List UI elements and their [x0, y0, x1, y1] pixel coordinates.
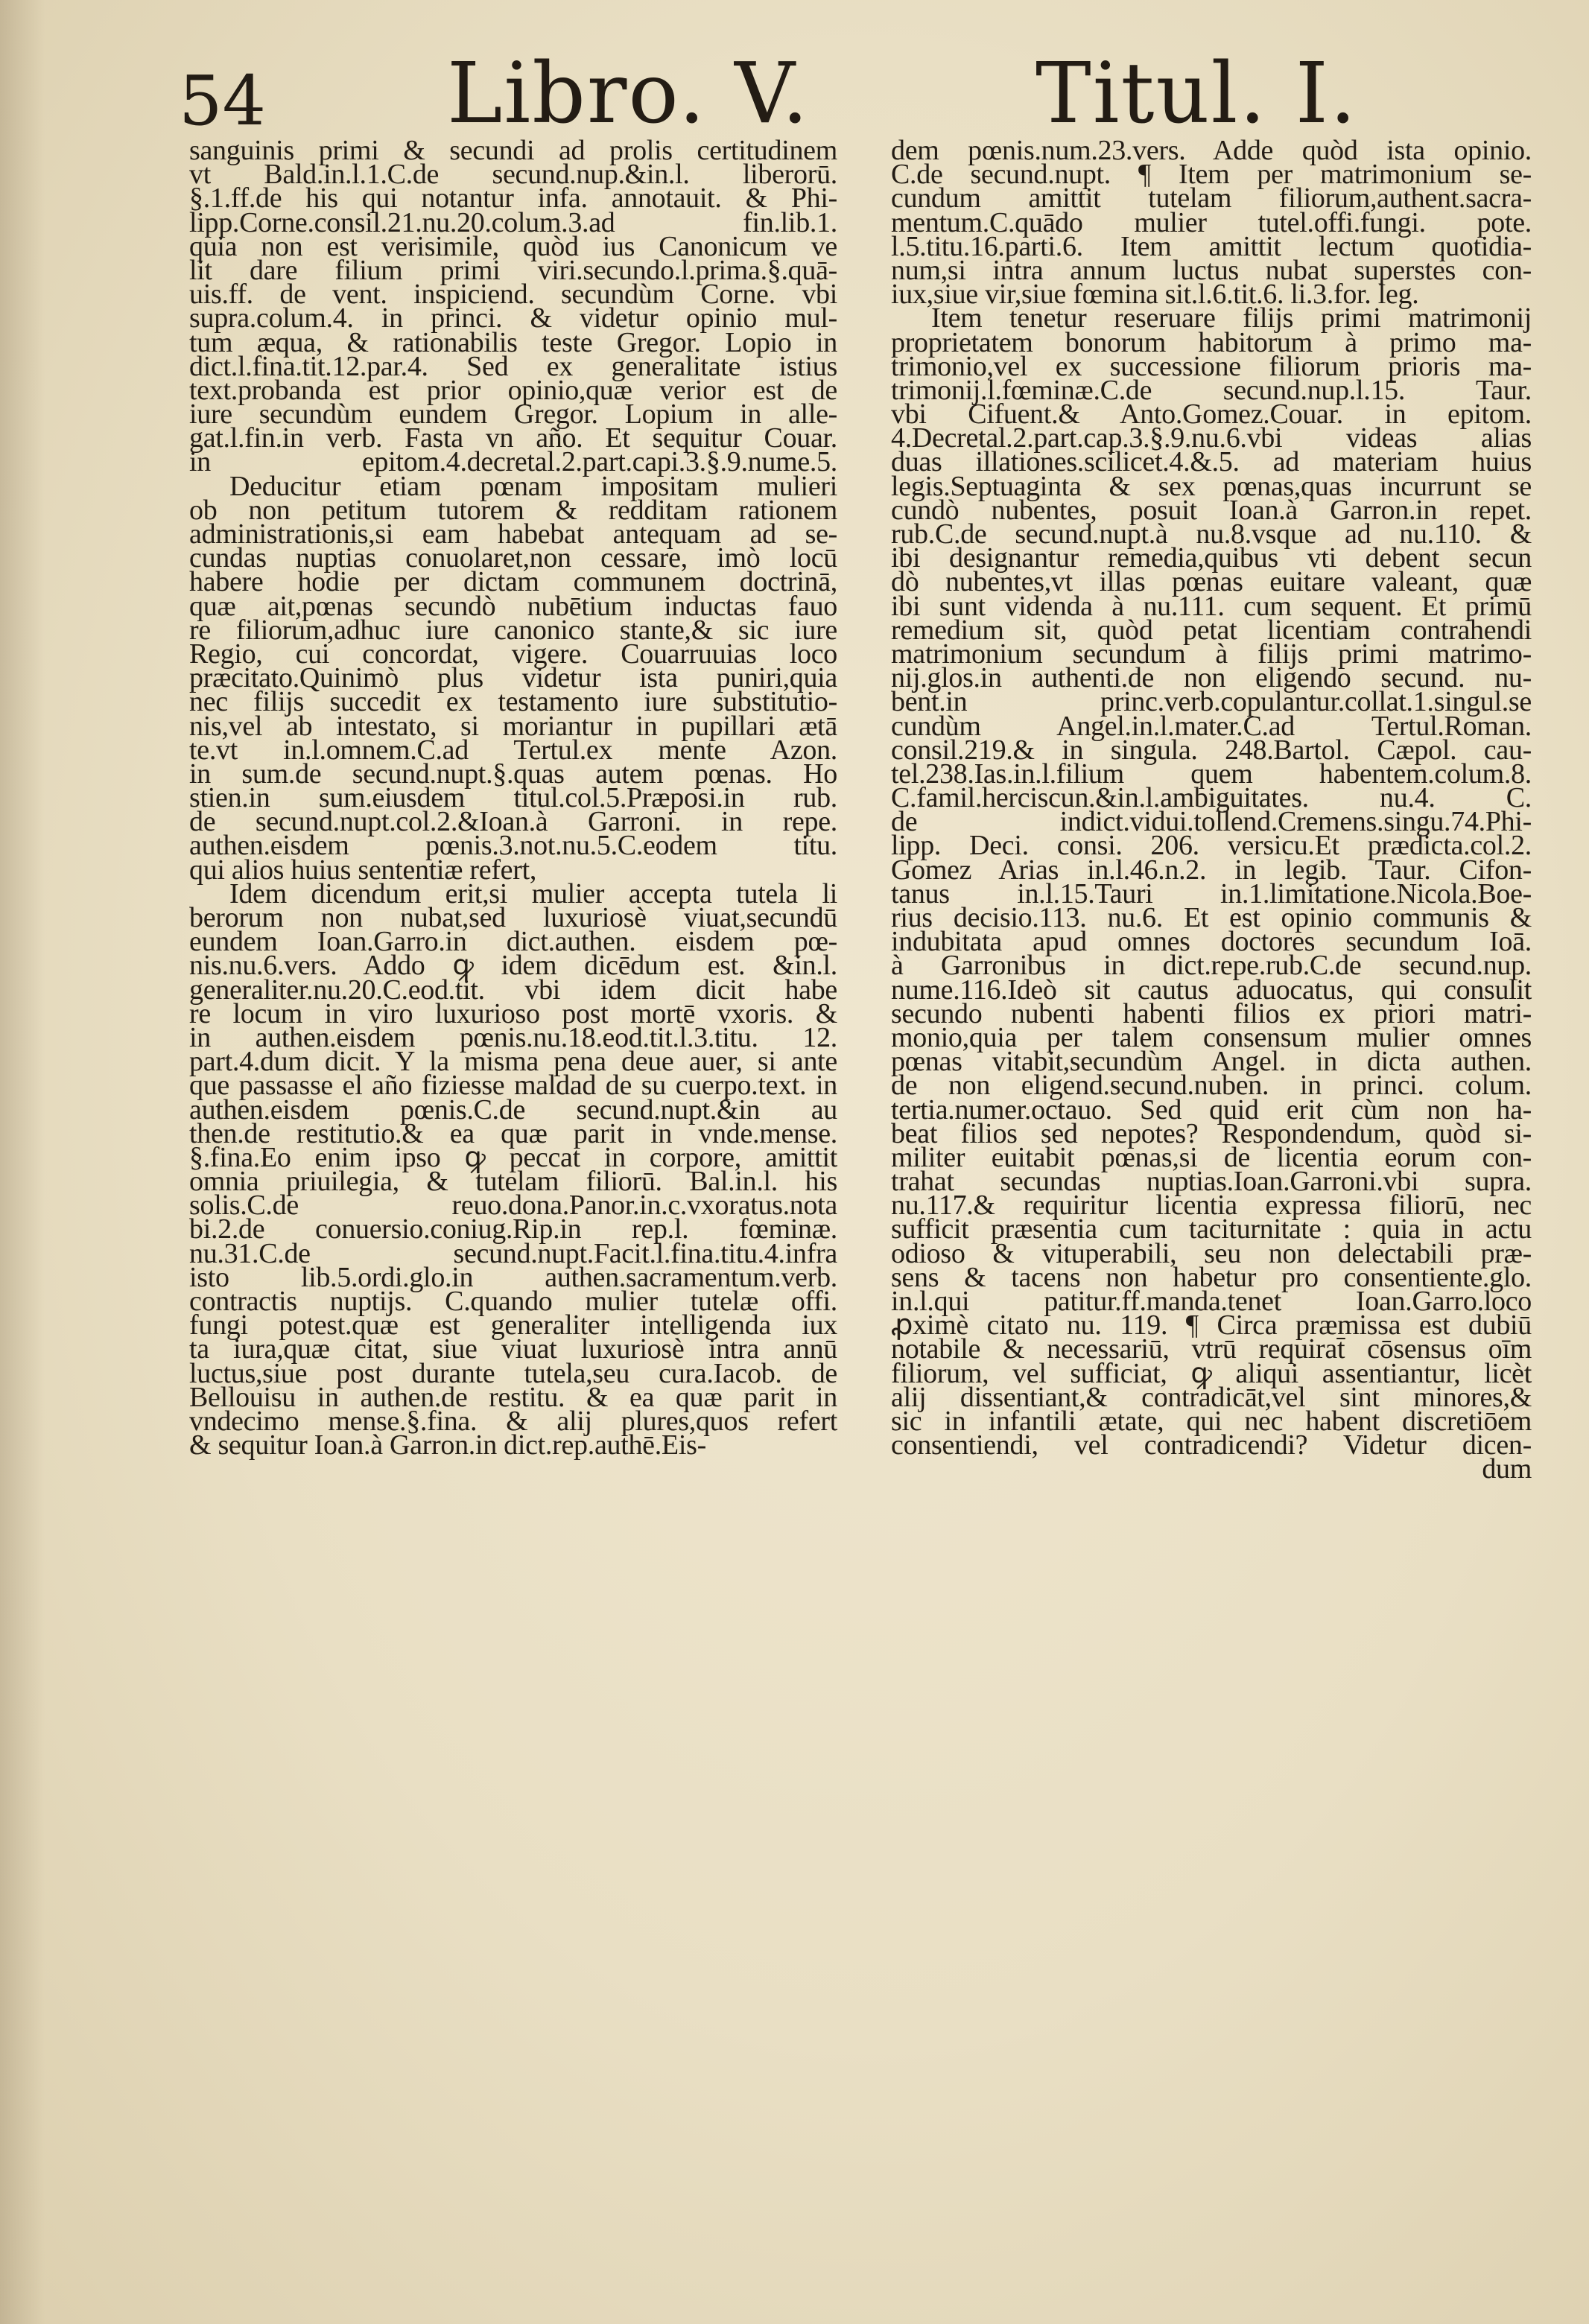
text-line: nu.31.C.de secund.nupt.Facit.l.fina.titu.4.infra — [189, 1237, 837, 1269]
text-line: dem pœnis.num.23.vers. Adde quòd ista opinio. — [891, 135, 1532, 166]
text-line: tanus in.l.15.Tauri in.1.limitatione.Nicola.Boe- — [891, 877, 1532, 909]
text-line: filiorum, vel sufficiat, ꝙ aliqui assentiantur, licèt — [891, 1357, 1532, 1389]
text-line: vbi Cifuent.& Anto.Gomez.Couar. in epitom. — [891, 399, 1532, 431]
text-line: §.fina.Eo enim ipso ꝙ peccat in corpore, amittit — [189, 1141, 837, 1173]
text-line: C.de secund.nupt. ¶ Item per matrimonium se- — [891, 159, 1532, 191]
text-line: à Garronibus in dict.repe.rub.C.de secund.nup. — [891, 950, 1532, 982]
text-line: & sequitur Ioan.à Garron.in dict.rep.authē.Eis- — [189, 1429, 706, 1461]
text-line: nis.nu.6.vers. Addo ꝙ idem dicēdum est. &in.l. — [189, 950, 837, 982]
text-line: stien.in sum.eiusdem titul.col.5.Præposi.in rub. — [189, 782, 837, 814]
text-line: Item tenetur reseruare filijs primi matrimonij — [931, 302, 1532, 334]
text-line: duas illationes.scilicet.4.&.5. ad materiam huius — [891, 446, 1532, 478]
text-line: tum æqua, & rationabilis teste Gregor. Lopio in — [189, 326, 837, 358]
text-line: re locum in viro luxurioso post mortē vxoris. & — [189, 997, 837, 1029]
text-line: part.4.dum dicit. Y la misma pena deue auer, si ante — [189, 1046, 837, 1078]
text-line: monio,quia per talem consensum mulier omnes — [891, 1021, 1532, 1053]
text-line: remedium sit, quòd petat licentiam contrahendi — [891, 614, 1532, 646]
text-line: dict.l.fina.tit.12.par.4. Sed ex generalitate istius — [189, 350, 837, 382]
text-line: authen.eisdem pœnis.C.de secund.nupt.&in au — [189, 1093, 837, 1126]
text-line: uis.ff. de vent. inspiciend. secundùm Corne. vbi — [189, 279, 837, 311]
book-heading: Libro. V. — [447, 45, 810, 142]
text-line: authen.eisdem pœnis.3.not.nu.5.C.eodem titu. — [189, 830, 837, 862]
page-gutter-shadow — [0, 0, 45, 2324]
text-line: de indict.vidui.tollend.Cremens.singu.74.Phi- — [891, 806, 1532, 838]
text-line: dò nubentes,vt illas pœnas euitare valeant, quæ — [891, 566, 1532, 598]
text-line: 4.Decretal.2.part.cap.3.§.9.nu.6.vbi videas alias — [891, 422, 1532, 454]
left-text-column — [189, 135, 837, 1461]
text-line: nec filijs succedit ex testamento iure substitutio- — [189, 686, 837, 718]
text-line: trahat secundas nuptias.Ioan.Garroni.vbi supra. — [891, 1166, 1532, 1198]
text-line: que passasse el año fiziesse maldad de su cuerpo.text. in — [189, 1070, 837, 1102]
text-line: vndecimo mense.§.fina. & alij plures,quos refert — [189, 1405, 837, 1437]
text-line: gat.l.fin.in verb. Fasta vn año. Et sequitur Couar. — [189, 422, 837, 454]
running-header — [0, 30, 1589, 142]
text-line: dum — [1482, 1453, 1532, 1485]
text-line: notabile & necessariū, vtrū requirat̄ cōsensus oīm — [891, 1333, 1532, 1365]
text-line: eundem Ioan.Garro.in dict.authen. eisdem pœ- — [189, 926, 837, 958]
text-line: lipp.Corne.consil.21.nu.20.colum.3.ad fin.lib.1. — [189, 206, 837, 238]
text-line: vt Bald.in.l.1.C.de secund.nup.&in.l. liberorū. — [189, 159, 837, 191]
text-line: lit dare filium primi viri.secundo.l.prima.§.quā- — [189, 254, 837, 286]
text-line: lipp. Deci. consi. 206. versicu.Et prædicta.col.2. — [891, 830, 1532, 862]
text-line: cundas nuptias conuolaret,non cessare, imò locū — [189, 542, 837, 574]
text-line: C.famil.herciscun.&in.l.ambiguitates. nu.4. C. — [891, 782, 1532, 814]
right-text-column — [891, 135, 1532, 1485]
text-line: nume.116.Ideò sit cautus aduocatus, qui consulit — [891, 974, 1532, 1006]
text-line: in epitom.4.decretal.2.part.capi.3.§.9.nume.5. — [189, 446, 837, 478]
text-line: Idem dicendum erit,si mulier accepta tutela li — [229, 877, 837, 909]
text-line: rub.C.de secund.nupt.à nu.8.vsque ad nu.110. & — [891, 518, 1532, 550]
text-line: sufficit præsentia cum taciturnitate : quia in actu — [891, 1213, 1532, 1245]
text-line: iure secundùm eundem Gregor. Lopium in alle- — [189, 399, 837, 431]
text-line: nij.glos.in authenti.de non eligendo secund. nu- — [891, 662, 1532, 694]
text-line: ob non petitum tutorem & redditam rationem — [189, 494, 837, 526]
text-line: sic in infantili ætate, qui nec habent discretiōem — [891, 1405, 1532, 1437]
text-line: re filiorum,adhuc iure canonico stante,& sic iure — [189, 614, 837, 646]
text-line: habere hodie per dictam communem doctrinā, — [189, 566, 837, 598]
text-line: cundò nubentes, posuit Ioan.à Garron.in repet. — [891, 494, 1532, 526]
text-line: quia non est verisimile, quòd ius Canonicum ve — [189, 230, 837, 262]
text-line: indubitata apud omnes doctores secundum Ioā. — [891, 926, 1532, 958]
text-line: odioso & vituperabili, seu non delectabili præ- — [891, 1237, 1532, 1269]
text-line: ibi sunt videnda à nu.111. cum sequent. Et primū — [891, 590, 1532, 622]
text-line: legis.Septuaginta & sex pœnas,quas incurrunt se — [891, 470, 1532, 502]
text-line: contractis nuptijs. C.quando mulier tutelæ offi. — [189, 1286, 837, 1317]
text-line: ta iura,quæ citat, siue viuat luxuriosè intra annū — [189, 1333, 837, 1365]
text-line: de non eligend.secund.nuben. in princi. colum. — [891, 1070, 1532, 1102]
text-line: cundum amittit tutelam filiorum,authent.sacra- — [891, 182, 1532, 215]
text-line: solis.C.de reuo.dona.Panor.in.c.vxoratus.nota — [189, 1190, 837, 1222]
text-line: Deducitur etiam pœnam impositam mulieri — [229, 470, 837, 502]
text-line: pœnas vitabit,secundùm Angel. in dicta authen. — [891, 1046, 1532, 1078]
text-line: quæ ait,pœnas secundò nubētium inductas fauo — [189, 590, 837, 622]
text-line: text.probanda est prior opinio,quæ verior est de — [189, 374, 837, 406]
page-number: 54 — [179, 61, 267, 141]
text-line: trimonio,vel ex successione filiorum prioris ma- — [891, 350, 1532, 382]
text-line: generaliter.nu.20.C.eod.tit. vbi idem dicit habe — [189, 974, 837, 1006]
text-line: beat filios sed nepotes? Respondendum, quòd si- — [891, 1117, 1532, 1149]
text-line: mentum.C.quādo mulier tutel.offi.fungi. pote. — [891, 206, 1532, 238]
text-line: secundo nubenti habenti filios ex priori matri- — [891, 997, 1532, 1029]
text-line: matrimonium secundum à filijs primi matrimo- — [891, 638, 1532, 670]
text-line: l.5.titu.16.parti.6. Item amittit lectum quotidia- — [891, 230, 1532, 262]
text-line: ꝓximè citato nu. 119. ¶ Circa præmissa est dubiū — [891, 1309, 1532, 1342]
text-line: te.vt in.l.omnem.C.ad Tertul.ex mente Azon. — [189, 734, 837, 766]
text-line: fungi potest.quæ est generaliter intelligenda iux — [189, 1309, 837, 1342]
text-line: omnia priuilegia, & tutelam filiorū. Bal.in.l. his — [189, 1166, 837, 1198]
text-line: Regio, cui concordat, vigere. Couarruuias loco — [189, 638, 837, 670]
text-line: cundùm Angel.in.l.mater.C.ad Tertul.Roman. — [891, 710, 1532, 742]
text-line: iux,siue vir,siue fœmina sit.l.6.tit.6. li.3.for. leg. — [891, 279, 1419, 311]
text-line: militer euitabit pœnas,si de licentia eorum con- — [891, 1141, 1532, 1173]
text-line: trimonij.l.fœminæ.C.de secund.nup.l.15. Taur. — [891, 374, 1532, 406]
text-line: rius decisio.113. nu.6. Et est opinio communis & — [891, 902, 1532, 933]
text-line: bi.2.de conuersio.coniug.Rip.in rep.l. fœminæ. — [189, 1213, 837, 1245]
text-line: tertia.numer.octauo. Sed quid erit cùm non ha- — [891, 1093, 1532, 1126]
text-line: consentiendi, vel contradicendi? Videtur dicen- — [891, 1429, 1532, 1461]
text-line: luctus,siue post durante tutela,seu cura.Iacob. de — [189, 1357, 837, 1389]
text-line: sens & tacens non habetur pro consentiente.glo. — [891, 1261, 1532, 1293]
text-line: then.de restitutio.& ea quæ parit in vnde.mense. — [189, 1117, 837, 1149]
text-line: qui alios huius sententiæ refert, — [189, 854, 537, 886]
text-line: præcitato.Quinimò plus videtur ista puniri,quia — [189, 662, 837, 694]
text-line: in.l.qui patitur.ff.manda.tenet Ioan.Garro.loco — [891, 1286, 1532, 1317]
text-line: Bellouisu in authen.de restitu. & ea quæ parit in — [189, 1381, 837, 1413]
text-line: sanguinis primi & secundi ad prolis certitudinem — [189, 135, 837, 166]
text-line: proprietatem bonorum habitorum à primo ma- — [891, 326, 1532, 358]
text-line: num,si intra annum luctus nubat superstes con- — [891, 254, 1532, 286]
text-line: ibi designantur remedia,quibus vti debent secun — [891, 542, 1532, 574]
text-line: Gomez Arias in.l.46.n.2. in legib. Taur. Cifon- — [891, 854, 1532, 886]
text-line: supra.colum.4. in princi. & videtur opinio mul- — [189, 302, 837, 334]
text-line: in sum.de secund.nupt.§.quas autem pœnas. Ho — [189, 758, 837, 790]
text-line: de secund.nupt.col.2.&Ioan.à Garroni. in repe. — [189, 806, 837, 838]
text-line: administrationis,si eam habebat antequam ad se- — [189, 518, 837, 550]
text-line: berorum non nubat,sed luxuriosè viuat,secundū — [189, 902, 837, 933]
text-line: in authen.eisdem pœnis.nu.18.eod.tit.l.3.titu. 12. — [189, 1021, 837, 1053]
text-line: §.1.ff.de his qui notantur infa. annotauit. & Phi- — [189, 182, 837, 215]
text-line: alij dissentiant,& contradicāt,vel sint minores,& — [891, 1381, 1532, 1413]
text-line: nis,vel ab intestato, si moriantur in pupillari ætā — [189, 710, 837, 742]
text-line: bent.in princ.verb.copulantur.collat.1.singul.se — [891, 686, 1532, 718]
text-line: tel.238.Ias.in.l.filium quem habentem.colum.8. — [891, 758, 1532, 790]
text-line: consil.219.& in singula. 248.Bartol. Cæpol. cau- — [891, 734, 1532, 766]
title-heading: Titul. I. — [1035, 45, 1358, 142]
text-line: isto lib.5.ordi.glo.in authen.sacramentum.verb. — [189, 1261, 837, 1293]
text-line: nu.117.& requiritur licentia expressa filiorū, nec — [891, 1190, 1532, 1222]
